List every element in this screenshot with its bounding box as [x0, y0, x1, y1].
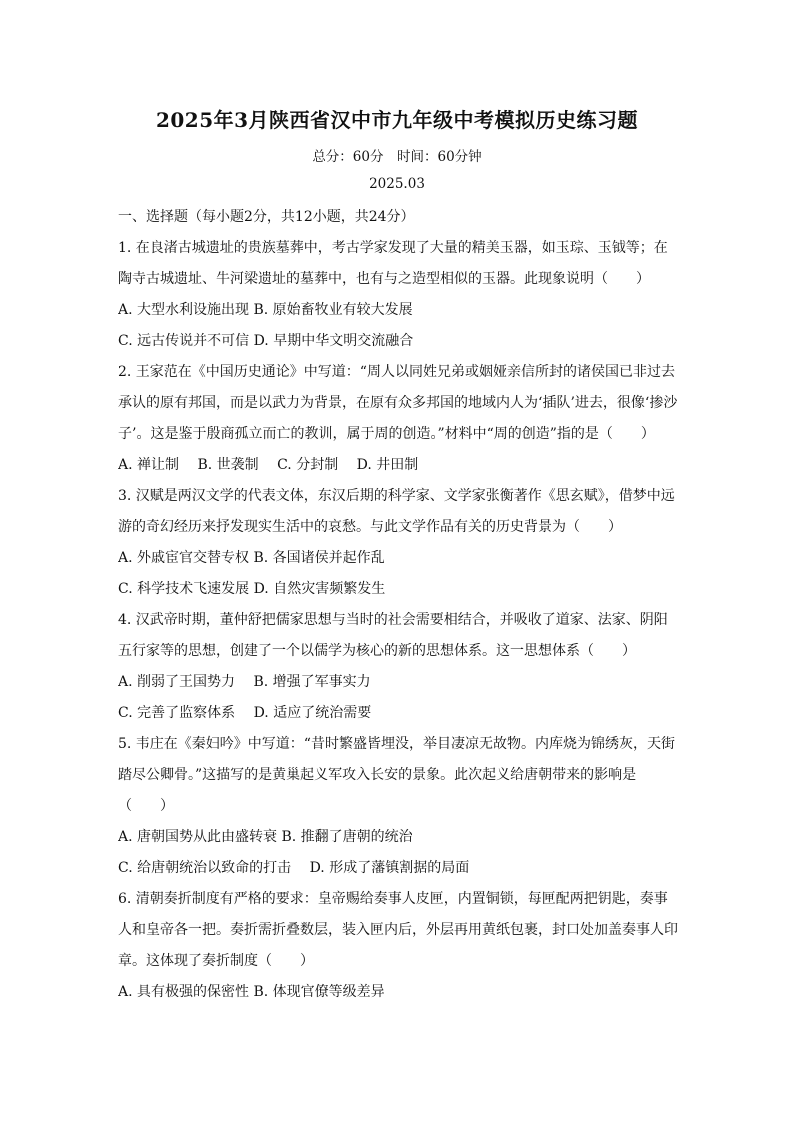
option-line: C. 给唐朝统治以致命的打击 D. 形成了藩镇割据的局面: [118, 860, 470, 876]
text-line: 子’。这是鉴于殷商孤立而亡的教训，属于周的创造。”材料中“周的创造”指的是（ ）: [118, 426, 655, 442]
option-line: C. 完善了监察体系 D. 适应了统治需要: [118, 705, 372, 721]
text-line: 6. 清朝奏折制度有严格的要求：皇帝赐给奏事人皮匣，内置铜锁，每匣配两把钥匙，奏事: [118, 891, 668, 907]
text-line: 陶寺古城遗址、牛河梁遗址的墓葬中，也有与之造型相似的玉器。此现象说明（ ）: [118, 271, 650, 287]
question-body: [118, 202, 680, 1008]
text-line: 章。这体现了奏折制度（ ）: [118, 953, 314, 969]
text-line: 3. 汉赋是两汉文学的代表文体，东汉后期的科学家、文学家张衡著作《思玄赋》，借梦中远: [118, 488, 675, 504]
section-heading: 一、选择题（每小题2分，共12小题，共24分）: [118, 209, 415, 225]
option-line: C. 远古传说并不可信 D. 早期中华文明交流融合: [118, 333, 414, 349]
text-line: 2. 王家范在《中国历史通论》中写道：“周人以同姓兄弟或姻娅亲信所封的诸侯国已非过去: [118, 364, 675, 380]
page-title: 2025年3月陕西省汉中市九年级中考模拟历史练习题: [155, 108, 639, 132]
option-line: A. 大型水利设施出现 B. 原始畜牧业有较大发展: [118, 302, 413, 318]
text-line: 4. 汉武帝时期，董仲舒把儒家思想与当时的社会需要相结合，并吸收了道家、法家、阴阳: [118, 612, 668, 628]
text-line: 人和皇帝各一把。奏折需折叠数层，装入匣内后，外层再用黄纸包裹，封口处加盖奏事人印: [118, 922, 678, 938]
text-line: 游的奇幻经历来抒发现实生活中的哀愁。与此文学作品有关的历史背景为（ ）: [118, 519, 622, 535]
option-line: C. 科学技术飞速发展 D. 自然灾害频繁发生: [118, 581, 386, 597]
text-line: 承认的原有邦国，而是以武力为背景，在原有众多邦国的地域内人为‘插队’进去，很像‘掺沙: [118, 395, 678, 411]
option-line: A. 具有极强的保密性 B. 体现官僚等级差异: [118, 984, 385, 1000]
option-line: A. 禅让制 B. 世袭制 C. 分封制 D. 井田制: [118, 457, 419, 473]
text-line: （ ）: [118, 798, 174, 814]
text-line: 踏尽公卿骨。”这描写的是黄巢起义军攻入长安的景象。此次起义给唐朝带来的影响是: [118, 767, 637, 783]
text-line: 五行家等的思想，创建了一个以儒学为核心的新的思想体系。这一思想体系（ ）: [118, 643, 636, 659]
option-line: A. 唐朝国势从此由盛转衰 B. 推翻了唐朝的统治: [118, 829, 413, 845]
option-line: A. 削弱了王国势力 B. 增强了军事实力: [118, 674, 371, 690]
exam-date: 2025.03: [369, 176, 425, 192]
option-line: A. 外戚宦官交替专权 B. 各国诸侯并起作乱: [118, 550, 385, 566]
text-line: 1. 在良渚古城遗址的贵族墓葬中，考古学家发现了大量的精美玉器，如玉琮、玉钺等；在: [118, 240, 668, 256]
text-line: 5. 韦庄在《秦妇吟》中写道：“昔时繁盛皆埋没，举目凄凉无故物。内库烧为锦绣灰，天街: [118, 736, 675, 752]
exam-info: 总分：60分 时间：60分钟: [312, 149, 482, 165]
